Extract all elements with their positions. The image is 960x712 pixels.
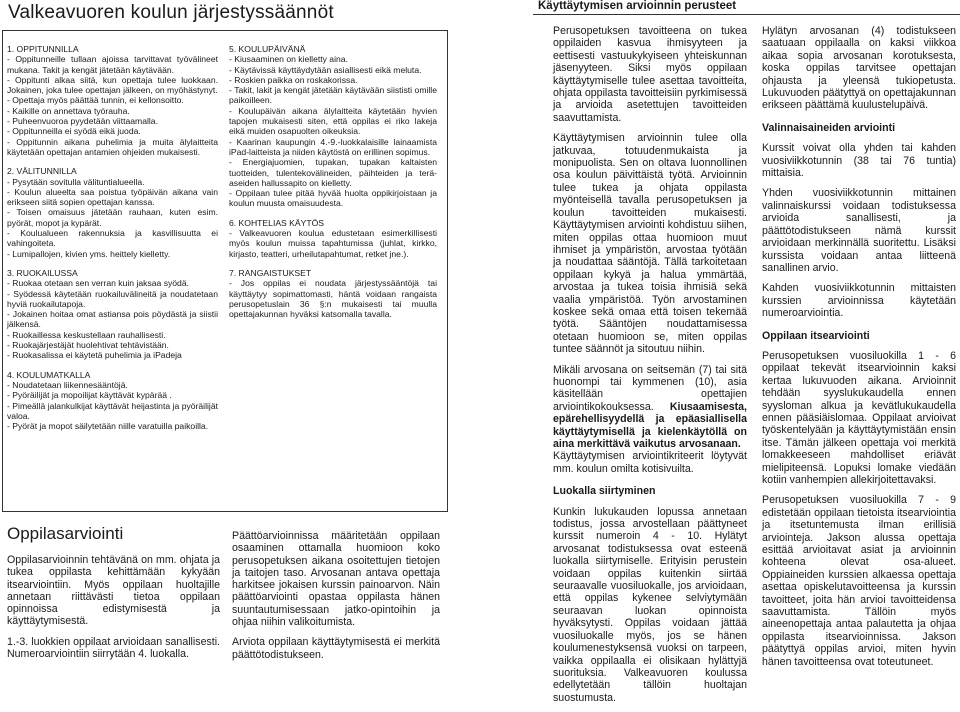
right-paragraph [553, 364, 747, 451]
valinnaisaineiden-heading: Valinnaisaineiden arviointi [762, 121, 896, 134]
right-col-2 [762, 25, 956, 676]
rules-col-2 [229, 44, 437, 328]
rules-line: - Ruokasalissa ei käytetä puhelimia ja iPadeja [7, 350, 182, 361]
right-paragraph: Perusopetuksen vuosiluokilla 7 - 9 edistetään oppilaan tietoista itsearviointia ja itsetuntemusta ilman erillisiä arviointeja. Jakson alussa opettaja esittää arvioitavat asiat ja arvioinnin kohteena olevat osa-alueet. Oppiaineiden kurssien alkaessa opettaja asettaa opiskelutavoitteensa ja kurssin tavoitteet, joita hän arvioi tavoitteidensa saavuttamista. Tällöin myös aineenopettaja antaa palautetta ja ohjaa oppilasta itsearvioinnissa. Jakson päätyttyä oppilas arvioi, miten hyvin hänen tavoitteensa ovat toteutuneet. [762, 494, 956, 668]
rules-section-heading: 3. RUOKAILUSSA [7, 267, 78, 278]
rules-line: - Ruokaillessa keskustellaan rauhallisesti. [7, 329, 166, 340]
oppilasarviointi-col-1 [7, 554, 220, 668]
rules-line: - Valkeavuoren koulua edustetaan esimerkillisesti myös koulun muissa tapahtumissa (juhlat, kirkko, kirjasto, teatteri, urheilutapahtumat, retket jne.). [229, 228, 437, 259]
right-paragraph: Kurssit voivat olla yhden tai kahden vuosiviikkotunnin (38 tai 76 tuntia) mittaisia. [762, 142, 956, 180]
right-paragraph: Perusopetuksen tavoitteena on tukea oppilaiden kasvua ihmisyyteen ja eettisesti vastuukykyiseen yhteiskunnan jäsenyyteen. Siksi myös oppilaan käyttäytymiselle tulee asettaa tavoitteita, ohjata oppilasta tavoitteisiin pyrkimisessä ja arvioida asetettujen tavoitteiden saavuttamista. [553, 25, 747, 124]
right-paragraph: Hylätyn arvosanan (4) todistukseen saatuaan oppilaalla on kaksi viikkoa aikaa sopia arvosanan korotuksesta, koska oppilas tarvitsee opettajan ohjausta ja yleensä tukiopetusta. Lukuvuoden päätyttyä on opettajakunnan erikseen päättämä kuulustelupäivä. [762, 25, 956, 112]
rules-line: - Pimeällä jalankulkijat käyttävät heijastinta ja pyöräilijät valoa. [7, 400, 218, 421]
rules-line: - Toisen omaisuus jätetään rauhaan, kuten esim. pyörät, mopot ja kypärät. [7, 207, 218, 228]
itsearviointi-heading: Oppilaan itsearviointi [762, 329, 870, 342]
rules-line: - Kiusaaminen on kielletty aina. [229, 54, 348, 65]
rules-line: - Koulupäivän aikana älylaitteita käytetään hyvien tapojen mukaisesti siten, että oppilas ei riko lakeja eikä muiden osapuolten oikeuksia. [229, 105, 437, 137]
right-paragraph: Käyttäytymisen arviointikriteerit löytyvät mm. koulun omilta kotisivuilta. [553, 450, 747, 475]
rules-col-1 [7, 44, 218, 440]
rules-line: - Jokainen hoitaa omat astiansa pois pöydästä ja siistii jälkensä. [7, 309, 218, 330]
right-paragraph: Käyttäytymisen arvioinnin tulee olla jatkuvaa, totuudenmukaista ja monipuolista. Sen on oltava luonnollinen osa koulun päivittäistä työtä. Arvioinnin tulee tukea ja ohjata oppilasta myönteisellä tavalla perusopetuksen ja koulun tavoitteiden mukaisesti. Käyttäytymisen arviointi kohdistuu siihen, miten oppilas ottaa huomioon muut ihmiset ja ympäristön, arvostaa työtään ja noudattaa sääntöjä. Tällä tarkoitetaan oppilaan kykyä ja halua ymmärtää, arvostaa ja tukea toisia ihmisiä sekä vaalia ympäristöä. Työn arvostaminen koskee sekä omaa että toisen tekemää työtä. Sääntöjen noudattamisessa otetaan huomioon se, miten oppilas tuntee säännöt ja sitoutuu niihin. [553, 132, 747, 356]
rules-section-heading: 5. KOULUPÄIVÄNÄ [229, 44, 306, 54]
rules-line: - Pysytään sovitulla välituntialueella. [7, 176, 145, 187]
rules-line: - Jos oppilas ei noudata järjestyssääntöjä tai käyttäytyy sopimattomasti, häntä voidaan rangaista perusopetuslain 36 §:n mukaisesti tai muulla opettajakunnan hyväksi katsomalla tavalla. [229, 278, 437, 320]
rules-line: - Käytävissä käyttäydytään asiallisesti eikä meluta. [229, 64, 422, 75]
right-bold-text: Kiusaamisesta, epärehellisyydellä ja epäasiallisella käyttäytymisellä ja kielenkäytöllä on aina merkittävä vaikutus arvosanaan. [553, 400, 747, 450]
right-paragraph: Yhden vuosiviikkotunnin mittainen valinnaiskurssi voidaan todistuksessa arvioida sanallisesti, ja päättötodistukseen nämä kurssit arvioidaan merkinnällä suoritettu. Lisäksi kurssista voidaan antaa liitteenä sanallinen arvio. [762, 187, 956, 274]
rules-line: - Ruokajärjestäjät huolehtivat tehtävistään. [7, 340, 169, 351]
rules-line: - Kaikille on annettava työrauha. [7, 105, 130, 116]
rules-section [7, 166, 218, 259]
rules-section [7, 370, 218, 432]
rules-line: - Takit, lakit ja kengät jätetään käytävään siististi omille paikoilleen. [229, 85, 437, 106]
rules-line: - Koulualueen rakennuksia ja kasvillisuutta ei vahingoiteta. [7, 228, 218, 249]
rules-section [7, 44, 218, 157]
rules-section [229, 44, 437, 209]
rules-line: - Oppitunneille tullaan ajoissa tarvittavat työvälineet mukana. Takit ja kengät jätetään käytävään. [7, 54, 218, 75]
oppilasarviointi-paragraph: Oppilasarvioinnin tehtävänä on mm. ohjata ja tukea oppilasta kehittämään kykyään itsearviointiin. Myös oppilaan huoltajille annetaan riittävästi tietoa oppilaan opinnoissa edistymisestä ja käyttäytymisestä. [7, 554, 220, 628]
rules-line: - Roskien paikka on roskakorissa. [229, 74, 358, 85]
oppilasarviointi-paragraph: Päättöarvioinnissa määritetään oppilaan osaaminen ottamalla huomioon koko perusopetuksen aikana osoitettujen tietojen ja taitojen taso. Arvosanan antava opettaja harkitsee jokaisen kurssin painoarvon. Näin päättöarviointi opastaa oppilasta hänen suuntautumisessaan jatko-opintoihin ja ohjaa niihin valikoitumista. [232, 530, 440, 629]
right-paragraph: Kahden vuosiviikkotunnin mittaisten kurssien arvioinnissa käytetään numeroarviointia. [762, 282, 956, 320]
page-title: Valkeavuoren koulun järjestyssäännöt [8, 2, 334, 23]
rules-section-heading: 1. OPPITUNNILLA [7, 44, 79, 54]
rules-section [229, 218, 437, 259]
rules-line: - Oppitunnin aikana puhelimia ja muita älylaitteita käytetään opettajan antamien ohjeiden mukaisesti. [7, 136, 218, 157]
oppilasarviointi-paragraph: Arviota oppilaan käyttäytymisestä ei merkitä päättötodistukseen. [232, 636, 440, 661]
rules-line: - Oppitunneilla ei syödä eikä juoda. [7, 126, 141, 137]
luokalla-siirtyminen-heading: Luokalla siirtyminen [553, 485, 656, 498]
oppilasarviointi-col-2 [232, 530, 440, 669]
rules-line: - Noudatetaan liikennesääntöjä. [7, 379, 128, 390]
oppilasarviointi-heading: Oppilasarviointi [7, 524, 124, 543]
rules-line: - Energiajuomien, tupakan, tupakan kaltaisten tuotteiden, tulentekovälineiden, päihteiden ja terä-aseiden hallussapito on kielletty. [229, 157, 437, 188]
rules-line: - Koulun alueelta saa poistua työpäivän aikana vain erikseen siitä sopien opettajan kanssa. [7, 186, 218, 208]
rules-section [7, 268, 218, 361]
rules-line: - Oppilaan tulee pitää hyvää huolta oppikirjoistaan ja koulun muusta omaisuudesta. [229, 188, 437, 209]
right-header: Käyttäytymisen arvioinnin perusteet [538, 0, 737, 12]
rules-section [229, 268, 437, 319]
rules-line: - Opettaja myös päättää tunnin, ei kellonsoitto. [7, 95, 184, 106]
rules-line: - Puheenvuoroa pyydetään viittaamalla. [7, 116, 158, 127]
rules-line: - Oppitunti alkaa siitä, kun opettaja tulee luokkaan. Jokainen, joka tulee opettajan jälkeen, on myöhästynyt. [7, 74, 218, 96]
rules-line: - Kaarinan kaupungin 4.-9.-luokkalaisille lainaamista iPad-laitteista ja niiden käytöstä on erillinen sopimus. [229, 136, 437, 157]
rules-line: - Pyörät ja mopot säilytetään niille varatuilla paikoilla. [7, 421, 209, 432]
rules-line: - Lumipallojen, kivien yms. heittely kielletty. [7, 248, 171, 259]
rules-line: - Ruokaa otetaan sen verran kuin jaksaa syödä. [7, 278, 190, 289]
rules-section-heading: 6. KOHTELIAS KÄYTÖS [229, 217, 325, 228]
right-text: Mikäli arvosana on seitsemän (7) tai sitä huonompi tai kymmenen (10), asia käsitellään opettajien arviointikokouksessa. [553, 363, 747, 413]
right-col-1 [553, 25, 747, 712]
rules-line: - Pyöräilijät ja mopoilijat käyttävät kypärää . [7, 390, 172, 401]
oppilasarviointi-paragraph: 1.-3. luokkien oppilaat arvioidaan sanallisesti. Numeroarviointiin siirrytään 4. luokalla. [7, 635, 220, 661]
rules-line: - Syödessä käytetään ruokailuvälineitä ja noudatetaan hyviä ruokailutapoja. [7, 288, 218, 309]
rules-section-heading: 2. VÄLITUNNILLA [7, 166, 77, 177]
right-paragraph: Kunkin lukukauden lopussa annetaan todistus, jossa arvostellaan päättyneet kurssit numeroin 4 - 10. Hylätyt arvosanat todistuksessa ovat esteenä luokalla siirtymiselle. Erityisin perustein voidaan oppilas kuitenkin siirtää seuraavalle vuosiluokalle, jos arvioidaan, että oppilas kykenee selviytymään seuraavan luokan opinnoista hyväksytysti. Oppilas voidaan jättää vuosiluokalle myös, jos se hänen koulumenestyksensä vuoksi on tarpeen, vaikka oppilaalla ei olisikaan hylättyjä suorituksia. Valkeavuoren koulussa edellytetään tällöin huoltajan suostumusta. [553, 505, 747, 704]
rules-section-heading: 7. RANGAISTUKSET [229, 267, 312, 278]
rules-section-heading: 4. KOULUMATKALLA [7, 369, 91, 380]
right-paragraph: Perusopetuksen vuosiluokilla 1 - 6 oppilaat tekevät itsearvioinnin kaksi kertaa lukuvuoden aikana. Arvioinnit tehdään syyslukukaudella ennen syysloman alkua ja kevätlukukaudella ennen pääsiäislomaa. Oppilaat arvioivat työskentelyään ja käyttäytymistään ensin itse. Tämän jälkeen opettaja voi merkitä lomakkeeseen mahdolliset eriävät mielipiteensä. Lopuksi lomake viedään kotiin vanhempien allekirjoitettavaksi. [762, 349, 956, 486]
